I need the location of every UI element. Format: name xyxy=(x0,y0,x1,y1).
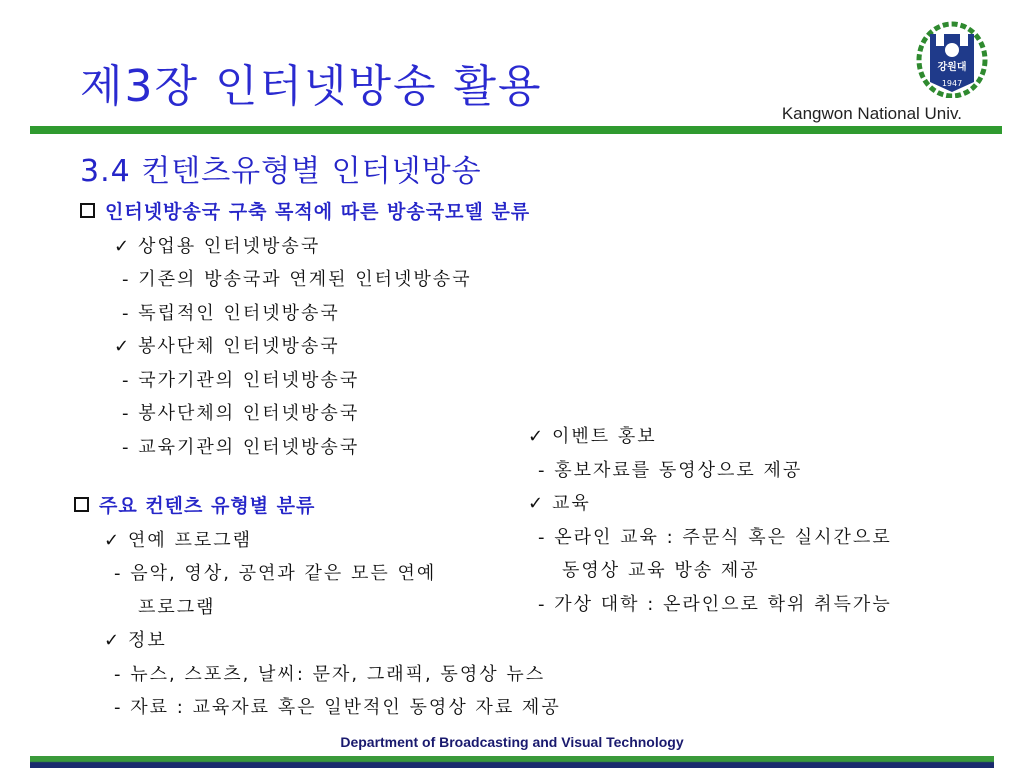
list-item: - 가상 대학 : 온라인으로 학위 취득가능 xyxy=(538,593,892,615)
list-item: 프로그램 xyxy=(138,596,216,618)
list-item: - 국가기관의 인터넷방송국 xyxy=(122,369,360,391)
list-item: - 뉴스, 스포츠, 날씨: 문자, 그래픽, 동영상 뉴스 xyxy=(114,663,546,685)
list-item: ✓ 봉사단체 인터넷방송국 xyxy=(80,330,530,364)
group1-block xyxy=(80,196,530,464)
footer-divider xyxy=(30,756,994,768)
list-item: ✓ 교육 xyxy=(528,487,892,521)
list-item: 동영상 교육 방송 제공 xyxy=(562,560,760,581)
group1-heading: 인터넷방송국 구축 목적에 따른 방송국모델 분류 xyxy=(80,196,530,230)
list-item: ✓ 상업용 인터넷방송국 xyxy=(80,230,530,264)
logo-year: 1947 xyxy=(941,79,963,88)
square-bullet-icon xyxy=(74,497,89,512)
list-item: - 온라인 교육 : 주문식 혹은 실시간으로 xyxy=(538,526,892,548)
list-item: ✓ 연예 프로그램 xyxy=(74,524,561,558)
list-item: - 독립적인 인터넷방송국 xyxy=(122,302,340,324)
list-item: - 기존의 방송국과 연계된 인터넷방송국 xyxy=(122,269,472,290)
checkmark-icon: ✓ xyxy=(528,426,546,447)
group2-heading: 주요 컨텐츠 유형별 분류 xyxy=(74,490,561,524)
checkmark-icon: ✓ xyxy=(104,630,122,651)
checkmark-icon: ✓ xyxy=(104,529,122,551)
checkmark-icon: ✓ xyxy=(528,493,546,514)
list-item: - 음악, 영상, 공연과 같은 모든 연예 xyxy=(114,563,437,584)
list-item: - 자료 : 교육자료 혹은 일반적인 동영상 자료 제공 xyxy=(114,697,561,718)
square-bullet-icon xyxy=(80,203,95,218)
checkmark-icon: ✓ xyxy=(114,235,132,257)
list-item: ✓ 정보 xyxy=(74,624,561,658)
list-item: - 홍보자료를 동영상으로 제공 xyxy=(538,459,803,481)
header-divider xyxy=(30,126,1002,134)
checkmark-icon: ✓ xyxy=(114,336,132,357)
footer-text: Department of Broadcasting and Visual Technology xyxy=(340,734,684,750)
slide-title: 제3장 인터넷방송 활용 xyxy=(80,61,543,112)
list-item: ✓ 이벤트 홍보 xyxy=(528,420,892,454)
logo-text: 강원대 xyxy=(937,62,967,73)
university-logo xyxy=(916,20,988,98)
section-heading: 3.4 컨텐츠유형별 인터넷방송 xyxy=(80,154,482,189)
list-item: - 봉사단체의 인터넷방송국 xyxy=(122,403,360,424)
list-item: - 교육기관의 인터넷방송국 xyxy=(122,436,360,458)
group2-block xyxy=(74,490,561,725)
university-name: Kangwon National Univ. xyxy=(781,104,962,123)
group3-block xyxy=(528,420,892,621)
